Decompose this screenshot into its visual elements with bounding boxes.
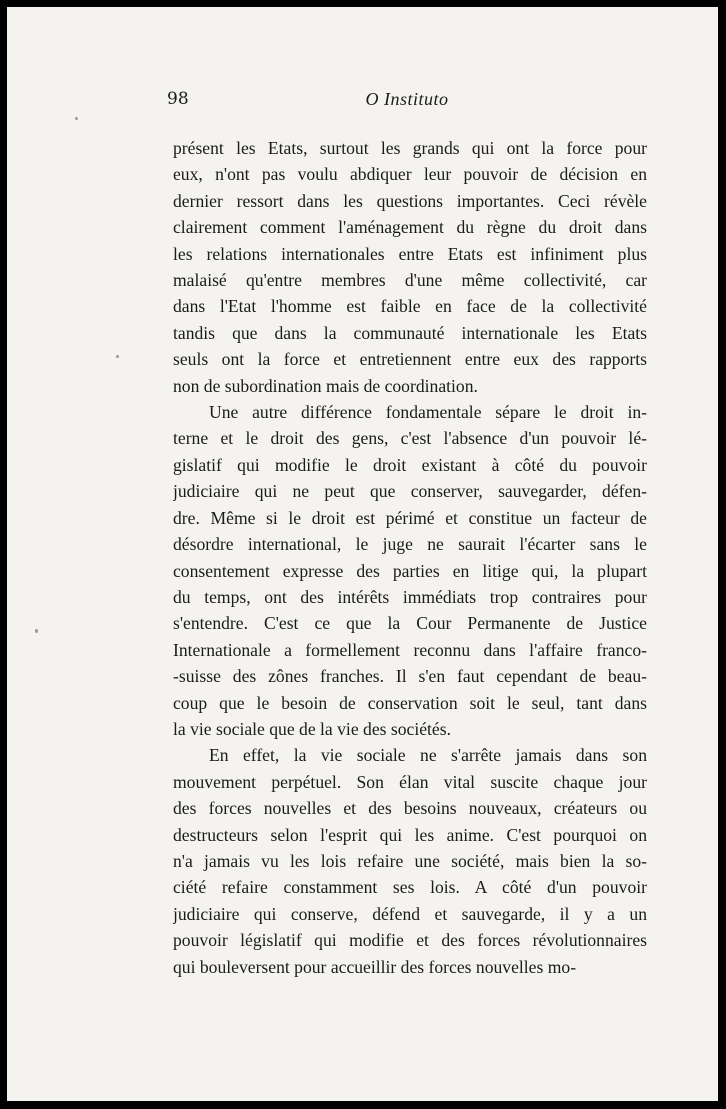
text-line: mouvement perpétuel. Son élan vital suscite chaque jour xyxy=(173,771,647,792)
text-line: eux, n'ont pas voulu abdiquer leur pouvoir de décision en xyxy=(173,164,647,185)
text-line: pouvoir législatif qui modifie et des forces révolutionnaires xyxy=(173,930,647,951)
text-line: malaisé qu'entre membres d'une même collectivité, car xyxy=(173,270,647,291)
text-line: judiciaire qui ne peut que conserver, sauvegarder, défen- xyxy=(173,481,647,502)
text-line: judiciaire qui conserve, défend et sauvegarde, il y a un xyxy=(173,903,647,924)
text-line: du temps, ont des intérêts immédiats trop contraires pour xyxy=(173,586,647,607)
book-page xyxy=(7,7,718,1101)
text-line: la vie sociale que de la vie des sociétés. xyxy=(173,718,451,739)
text-line: seuls ont la force et entretiennent entre eux des rapports xyxy=(173,349,647,370)
text-line: dernier ressort dans les questions importantes. Ceci révèle xyxy=(173,190,647,211)
text-line: qui bouleversent pour accueillir des forces nouvelles mo- xyxy=(173,956,577,977)
scan-speck xyxy=(116,355,119,358)
text-line: terne et le droit des gens, c'est l'absence d'un pouvoir lé- xyxy=(173,428,647,449)
text-line: présent les Etats, surtout les grands qui ont la force pour xyxy=(173,138,647,158)
page-border xyxy=(7,7,718,1101)
text-line: dre. Même si le droit est périmé et constitue un facteur de xyxy=(173,507,647,528)
text-line: des forces nouvelles et des besoins nouveaux, créateurs ou xyxy=(173,798,647,819)
text-line: n'a jamais vu les lois refaire une société, mais bien la so- xyxy=(173,850,647,871)
text-line: désordre international, le juge ne saurait l'écarter sans le xyxy=(173,534,647,555)
running-head xyxy=(167,89,647,115)
paragraph xyxy=(173,399,647,742)
text-line: non de subordination mais de coordination. xyxy=(173,375,478,396)
text-line: Une autre différence fondamentale sépare le droit in- xyxy=(209,402,647,423)
text-line: consentement expresse des parties en litige qui, la plupart xyxy=(173,560,647,581)
text-line: destructeurs selon l'esprit qui les anime. C'est pourquoi on xyxy=(173,824,647,845)
text-line: gislatif qui modifie le droit existant à côté du pouvoir xyxy=(173,454,647,475)
text-line: les relations internationales entre Etats est infiniment plus xyxy=(173,243,647,264)
journal-title: O Instituto xyxy=(365,89,449,109)
text-line: tandis que dans la communauté internationale les Etats xyxy=(173,322,647,343)
paragraph xyxy=(173,742,647,980)
scan-speck xyxy=(35,629,38,633)
text-line: Internationale a formellement reconnu dans l'affaire franco- xyxy=(173,639,647,660)
text-line: ciété refaire constamment ses lois. A côté d'un pouvoir xyxy=(173,877,647,898)
paragraph xyxy=(173,135,647,399)
body-text xyxy=(173,135,647,980)
text-line: s'entendre. C'est ce que la Cour Permanente de Justice xyxy=(173,613,647,634)
text-line: En effet, la vie sociale ne s'arrête jamais dans son xyxy=(209,745,647,766)
scan-speck xyxy=(75,117,78,120)
text-line: dans l'Etat l'homme est faible en face de la collectivité xyxy=(173,296,647,317)
text-line: clairement comment l'aménagement du règne du droit dans xyxy=(173,217,647,238)
text-line: -suisse des zônes franches. Il s'en faut cependant de beau- xyxy=(173,666,647,687)
page-number: 98 xyxy=(167,89,189,109)
text-line: coup que le besoin de conservation soit le seul, tant dans xyxy=(173,692,647,713)
